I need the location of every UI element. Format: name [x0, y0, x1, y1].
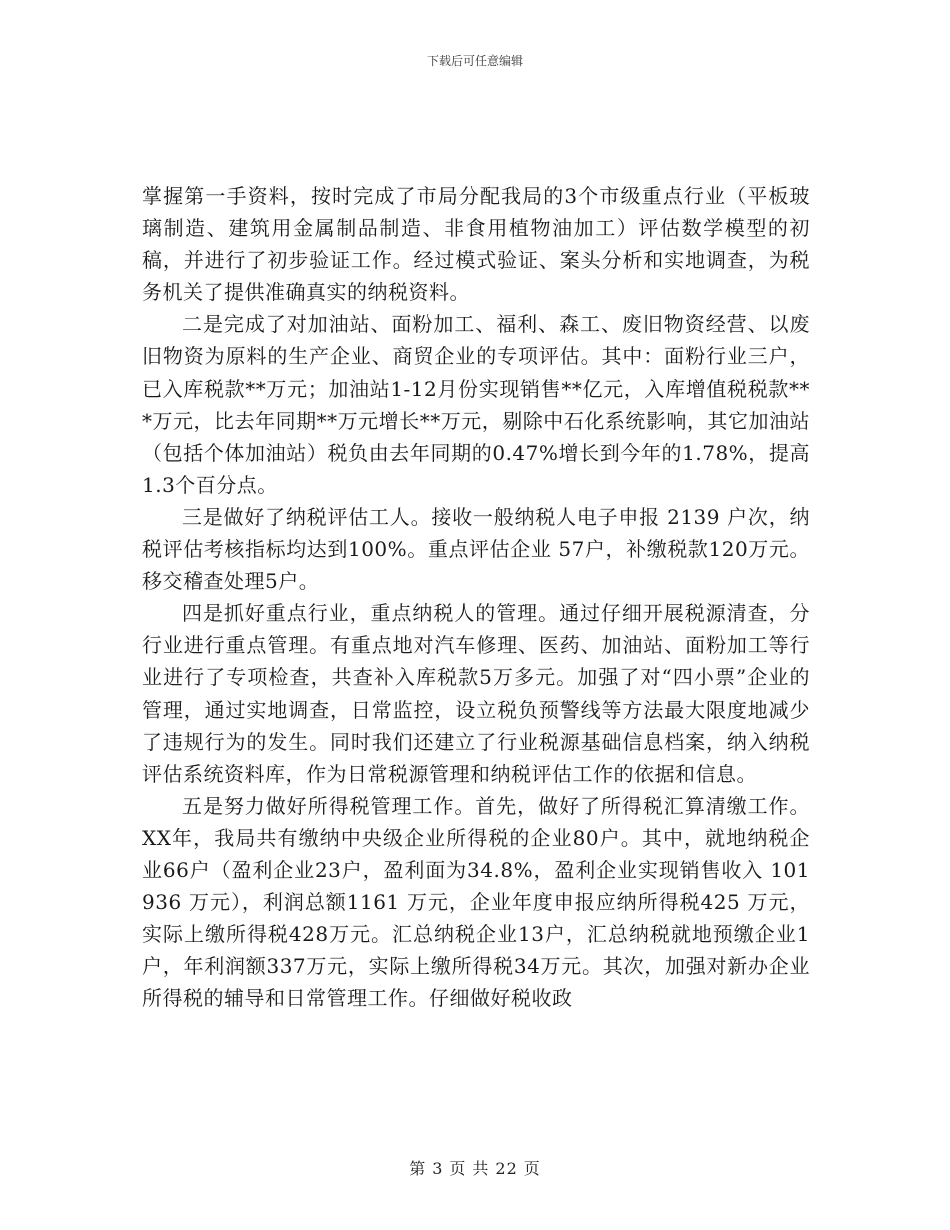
footer-total-label: 共 — [472, 1159, 490, 1178]
footer-page-label: 第 — [409, 1159, 427, 1178]
paragraph-3: 三是做好了纳税评估工人。接收一般纳税人电子申报 2139 户次，纳税评估考核指标均达到100%。重点评估企业 57户，补缴税款120万元。移交稽查处理5户。 — [142, 504, 810, 594]
paragraph-5: 五是努力做好所得税管理工作。首先，做好了所得税汇算清缴工作。XX年，我局共有缴纳中央级企业所得税的企业80户。其中，就地纳税企业66户（盈利企业23户，盈利面为34.8%，盈利企业实现销售收入 101936 万元），利润总额1161 万元，企业年度申报应纳所得税425 万元，实际上缴所得税428万元。汇总纳税企业13户，汇总纳税就地预缴企业1户，年利润额337万元，实际上缴所得税34万元。其次，加强对新办企业所得税的辅导和日常管理工作。仔细做好税收政 — [142, 793, 810, 1011]
footer-page-mid: 页 — [449, 1159, 467, 1178]
page-header: 下载后可任意编辑 — [426, 54, 523, 68]
footer-page-current: 3 — [432, 1159, 444, 1178]
footer-page-total: 22 — [495, 1159, 518, 1178]
paragraph-1: 掌握第一手资料，按时完成了市局分配我局的3个市级重点行业（平板玻璃制造、建筑用金属制品制造、非食用植物油加工）评估数学模型的初稿，并进行了初步验证工作。经过模式验证、案头分析和实地调查，为税务机关了提供准确真实的纳税资料。 — [142, 184, 810, 305]
paragraph-4: 四是抓好重点行业，重点纳税人的管理。通过仔细开展税源清查，分行业进行重点管理。有重点地对汽车修理、医药、加油站、面粉加工等行业进行了专项检查，共查补入库税款5万多元。加强了对“四小票”企业的管理，通过实地调查，日常监控，设立税负预警线等方法最大限度地减少了违规行为的发生。同时我们还建立了行业税源基础信息档案，纳入纳税评估系统资料库，作为日常税源管理和纳税评估工作的依据和信息。 — [142, 601, 810, 786]
document-body — [142, 180, 810, 1014]
footer-page-end: 页 — [523, 1159, 541, 1178]
paragraph-2: 二是完成了对加油站、面粉加工、福利、森工、废旧物资经营、以废旧物资为原料的生产企业、商贸企业的专项评估。其中：面粉行业三户，已入库税款**万元；加油站1-12月份实现销售**亿元，入库增值税税款***万元，比去年同期**万元增长**万元，剔除中石化系统影响，其它加油站（包括个体加油站）税负由去年同期的0.47%增长到今年的1.78%，提高1.3个百分点。 — [142, 312, 810, 497]
page-footer — [0, 1156, 950, 1179]
